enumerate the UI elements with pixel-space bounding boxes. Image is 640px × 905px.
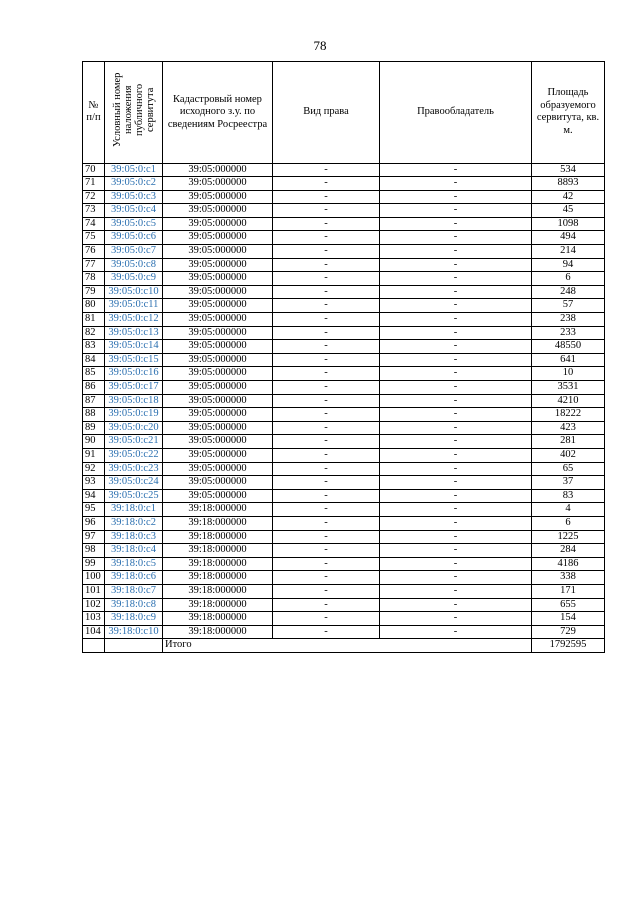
row-number: 88: [83, 408, 105, 422]
servitude-code: 39:05:0:с14: [105, 340, 163, 354]
servitude-area: 94: [532, 258, 605, 272]
row-number: 83: [83, 340, 105, 354]
table-row: [83, 503, 605, 517]
right-type: -: [273, 326, 380, 340]
table-row: [83, 340, 605, 354]
table-row: [83, 557, 605, 571]
right-type: -: [273, 571, 380, 585]
servitude-area: 4210: [532, 394, 605, 408]
row-number: 77: [83, 258, 105, 272]
servitude-area: 48550: [532, 340, 605, 354]
servitude-code: 39:05:0:с25: [105, 489, 163, 503]
servitude-area: 4: [532, 503, 605, 517]
servitude-area: 83: [532, 489, 605, 503]
owner: -: [380, 285, 532, 299]
row-number: 78: [83, 272, 105, 286]
owner: -: [380, 367, 532, 381]
cadastral-number: 39:18:000000: [163, 584, 273, 598]
row-number: 71: [83, 177, 105, 191]
right-type: -: [273, 557, 380, 571]
table-row: [83, 448, 605, 462]
cadastral-number: 39:05:000000: [163, 353, 273, 367]
servitude-area: 45: [532, 204, 605, 218]
owner: -: [380, 272, 532, 286]
table-header-row: [83, 62, 605, 164]
row-number: 98: [83, 544, 105, 558]
row-number: 84: [83, 353, 105, 367]
table-row: [83, 231, 605, 245]
right-type: -: [273, 272, 380, 286]
servitude-code: 39:05:0:с8: [105, 258, 163, 272]
table-row: [83, 313, 605, 327]
row-number: 103: [83, 612, 105, 626]
servitude-area: 6: [532, 272, 605, 286]
cadastral-number: 39:05:000000: [163, 421, 273, 435]
table-row: [83, 489, 605, 503]
cadastral-number: 39:05:000000: [163, 448, 273, 462]
row-number: 89: [83, 421, 105, 435]
right-type: -: [273, 313, 380, 327]
servitude-code: 39:18:0:с7: [105, 584, 163, 598]
servitude-code: 39:18:0:с4: [105, 544, 163, 558]
header-code: [105, 62, 163, 164]
cadastral-number: 39:05:000000: [163, 326, 273, 340]
row-number: 75: [83, 231, 105, 245]
owner: -: [380, 381, 532, 395]
right-type: -: [273, 544, 380, 558]
table-row: [83, 530, 605, 544]
cadastral-number: 39:05:000000: [163, 299, 273, 313]
servitude-code: 39:05:0:с19: [105, 408, 163, 422]
right-type: -: [273, 476, 380, 490]
servitude-code: 39:05:0:с17: [105, 381, 163, 395]
cadastral-number: 39:05:000000: [163, 204, 273, 218]
servitude-area: 534: [532, 163, 605, 177]
table-row: [83, 435, 605, 449]
servitude-area: 1225: [532, 530, 605, 544]
servitude-code: 39:05:0:с3: [105, 190, 163, 204]
servitude-code: 39:05:0:с10: [105, 285, 163, 299]
servitude-area: 8893: [532, 177, 605, 191]
row-number: 72: [83, 190, 105, 204]
right-type: -: [273, 625, 380, 639]
cadastral-number: 39:05:000000: [163, 476, 273, 490]
table-row: [83, 421, 605, 435]
servitude-area: 729: [532, 625, 605, 639]
table-row: [83, 476, 605, 490]
cadastral-number: 39:05:000000: [163, 367, 273, 381]
servitude-code: 39:05:0:с24: [105, 476, 163, 490]
cadastral-number: 39:18:000000: [163, 516, 273, 530]
cadastral-number: 39:05:000000: [163, 435, 273, 449]
table-row: [83, 163, 605, 177]
owner: -: [380, 204, 532, 218]
cadastral-number: 39:18:000000: [163, 530, 273, 544]
servitude-code: 39:05:0:с7: [105, 245, 163, 259]
servitude-code: 39:05:0:с5: [105, 217, 163, 231]
table-row: [83, 394, 605, 408]
cadastral-number: 39:18:000000: [163, 598, 273, 612]
cadastral-number: 39:05:000000: [163, 163, 273, 177]
servitude-area: 18222: [532, 408, 605, 422]
servitude-area: 402: [532, 448, 605, 462]
right-type: -: [273, 353, 380, 367]
owner: -: [380, 530, 532, 544]
cadastral-number: 39:05:000000: [163, 408, 273, 422]
cadastral-number: 39:05:000000: [163, 258, 273, 272]
servitude-code: 39:18:0:с3: [105, 530, 163, 544]
row-number: 85: [83, 367, 105, 381]
row-number: 101: [83, 584, 105, 598]
cadastral-number: 39:05:000000: [163, 245, 273, 259]
servitude-code: 39:05:0:с13: [105, 326, 163, 340]
row-number: 93: [83, 476, 105, 490]
right-type: -: [273, 190, 380, 204]
row-number: 97: [83, 530, 105, 544]
owner: -: [380, 408, 532, 422]
owner: -: [380, 516, 532, 530]
owner: -: [380, 612, 532, 626]
servitude-code: 39:05:0:с4: [105, 204, 163, 218]
right-type: -: [273, 448, 380, 462]
row-number: 90: [83, 435, 105, 449]
row-number: 104: [83, 625, 105, 639]
servitude-area: 655: [532, 598, 605, 612]
row-number: 92: [83, 462, 105, 476]
owner: -: [380, 503, 532, 517]
table-row: [83, 571, 605, 585]
table-row: [83, 462, 605, 476]
servitude-area: 37: [532, 476, 605, 490]
right-type: -: [273, 612, 380, 626]
cadastral-number: 39:05:000000: [163, 217, 273, 231]
right-type: -: [273, 530, 380, 544]
owner: -: [380, 163, 532, 177]
cadastral-number: 39:05:000000: [163, 177, 273, 191]
servitude-area: 214: [532, 245, 605, 259]
right-type: -: [273, 584, 380, 598]
owner: -: [380, 326, 532, 340]
row-number: 74: [83, 217, 105, 231]
servitude-code: 39:05:0:с12: [105, 313, 163, 327]
right-type: -: [273, 394, 380, 408]
row-number: 91: [83, 448, 105, 462]
right-type: -: [273, 340, 380, 354]
right-type: -: [273, 258, 380, 272]
header-num: № п/п: [83, 62, 105, 164]
right-type: -: [273, 516, 380, 530]
servitude-area: 494: [532, 231, 605, 245]
owner: -: [380, 598, 532, 612]
table-row: [83, 217, 605, 231]
servitude-area: 65: [532, 462, 605, 476]
owner: -: [380, 571, 532, 585]
table-row: [83, 516, 605, 530]
right-type: -: [273, 408, 380, 422]
servitude-area: 238: [532, 313, 605, 327]
servitude-area: 4186: [532, 557, 605, 571]
servitude-code: 39:18:0:с9: [105, 612, 163, 626]
right-type: -: [273, 421, 380, 435]
servitude-code: 39:05:0:с9: [105, 272, 163, 286]
row-number: 99: [83, 557, 105, 571]
row-number: 81: [83, 313, 105, 327]
table-row: [83, 190, 605, 204]
owner: -: [380, 584, 532, 598]
row-number: 95: [83, 503, 105, 517]
cadastral-number: 39:05:000000: [163, 381, 273, 395]
servitude-code: 39:18:0:с10: [105, 625, 163, 639]
header-area: Площадь образуемого сервитута, кв. м.: [532, 62, 605, 164]
table-row: [83, 177, 605, 191]
row-number: 70: [83, 163, 105, 177]
row-number: 73: [83, 204, 105, 218]
table-row: [83, 598, 605, 612]
servitude-code: 39:05:0:с6: [105, 231, 163, 245]
right-type: -: [273, 489, 380, 503]
page-number: 78: [313, 38, 327, 53]
cadastral-number: 39:05:000000: [163, 489, 273, 503]
row-number: 87: [83, 394, 105, 408]
table-body: [83, 163, 605, 639]
servitude-code: 39:05:0:с16: [105, 367, 163, 381]
table-row: [83, 245, 605, 259]
right-type: -: [273, 435, 380, 449]
row-number: 100: [83, 571, 105, 585]
table-row: [83, 612, 605, 626]
cadastral-number: 39:18:000000: [163, 612, 273, 626]
servitude-code: 39:05:0:с21: [105, 435, 163, 449]
table-row: [83, 204, 605, 218]
owner: -: [380, 448, 532, 462]
servitude-code: 39:05:0:с23: [105, 462, 163, 476]
servitude-area: 154: [532, 612, 605, 626]
row-number: 80: [83, 299, 105, 313]
table-row: [83, 285, 605, 299]
right-type: -: [273, 231, 380, 245]
total-value: 1792595: [532, 639, 605, 653]
table-row: [83, 381, 605, 395]
servitude-area: 281: [532, 435, 605, 449]
header-cadastral: Кадастровый номер исходного з.у. по сведениям Росреестра: [163, 62, 273, 164]
right-type: -: [273, 503, 380, 517]
owner: -: [380, 435, 532, 449]
owner: -: [380, 258, 532, 272]
cadastral-number: 39:18:000000: [163, 503, 273, 517]
owner: -: [380, 313, 532, 327]
right-type: -: [273, 299, 380, 313]
cadastral-number: 39:18:000000: [163, 557, 273, 571]
cadastral-number: 39:05:000000: [163, 285, 273, 299]
right-type: -: [273, 462, 380, 476]
servitude-area: 1098: [532, 217, 605, 231]
servitude-area: 233: [532, 326, 605, 340]
owner: -: [380, 231, 532, 245]
table-row: [83, 408, 605, 422]
cadastral-number: 39:05:000000: [163, 190, 273, 204]
owner: -: [380, 245, 532, 259]
header-code-label: Условный номер наложения публичного сервитута: [111, 72, 156, 148]
table-row: [83, 367, 605, 381]
servitude-area: 423: [532, 421, 605, 435]
servitude-code: 39:18:0:с8: [105, 598, 163, 612]
cadastral-number: 39:05:000000: [163, 394, 273, 408]
table-row: [83, 326, 605, 340]
servitude-area: 284: [532, 544, 605, 558]
right-type: -: [273, 381, 380, 395]
owner: -: [380, 625, 532, 639]
right-type: -: [273, 163, 380, 177]
total-row: [83, 639, 605, 653]
table-row: [83, 299, 605, 313]
servitude-code: 39:05:0:с15: [105, 353, 163, 367]
owner: -: [380, 190, 532, 204]
row-number: 94: [83, 489, 105, 503]
servitude-table: [82, 61, 605, 653]
servitude-code: 39:18:0:с2: [105, 516, 163, 530]
cadastral-number: 39:05:000000: [163, 231, 273, 245]
servitude-code: 39:05:0:с11: [105, 299, 163, 313]
servitude-code: 39:18:0:с1: [105, 503, 163, 517]
header-right: Вид права: [273, 62, 380, 164]
owner: -: [380, 421, 532, 435]
owner: -: [380, 177, 532, 191]
right-type: -: [273, 204, 380, 218]
servitude-area: 57: [532, 299, 605, 313]
table-row: [83, 258, 605, 272]
servitude-code: 39:05:0:с18: [105, 394, 163, 408]
right-type: -: [273, 285, 380, 299]
servitude-area: 6: [532, 516, 605, 530]
table-row: [83, 353, 605, 367]
right-type: -: [273, 367, 380, 381]
servitude-code: 39:18:0:с5: [105, 557, 163, 571]
right-type: -: [273, 177, 380, 191]
total-label: Итого: [163, 639, 532, 653]
row-number: 96: [83, 516, 105, 530]
owner: -: [380, 353, 532, 367]
table-row: [83, 272, 605, 286]
cadastral-number: 39:05:000000: [163, 340, 273, 354]
row-number: 86: [83, 381, 105, 395]
table-row: [83, 584, 605, 598]
owner: -: [380, 557, 532, 571]
owner: -: [380, 299, 532, 313]
right-type: -: [273, 598, 380, 612]
table-row: [83, 544, 605, 558]
table-row: [83, 625, 605, 639]
servitude-area: 3531: [532, 381, 605, 395]
cadastral-number: 39:05:000000: [163, 462, 273, 476]
owner: -: [380, 544, 532, 558]
servitude-area: 171: [532, 584, 605, 598]
row-number: 82: [83, 326, 105, 340]
servitude-code: 39:05:0:с1: [105, 163, 163, 177]
total-empty-2: [105, 639, 163, 653]
owner: -: [380, 394, 532, 408]
servitude-area: 42: [532, 190, 605, 204]
row-number: 79: [83, 285, 105, 299]
cadastral-number: 39:18:000000: [163, 571, 273, 585]
owner: -: [380, 462, 532, 476]
servitude-area: 641: [532, 353, 605, 367]
servitude-code: 39:05:0:с2: [105, 177, 163, 191]
right-type: -: [273, 245, 380, 259]
servitude-code: 39:05:0:с22: [105, 448, 163, 462]
owner: -: [380, 489, 532, 503]
servitude-code: 39:18:0:с6: [105, 571, 163, 585]
owner: -: [380, 340, 532, 354]
cadastral-number: 39:18:000000: [163, 625, 273, 639]
total-empty-1: [83, 639, 105, 653]
cadastral-number: 39:18:000000: [163, 544, 273, 558]
cadastral-number: 39:05:000000: [163, 272, 273, 286]
cadastral-number: 39:05:000000: [163, 313, 273, 327]
right-type: -: [273, 217, 380, 231]
owner: -: [380, 476, 532, 490]
header-owner: Правообладатель: [380, 62, 532, 164]
row-number: 76: [83, 245, 105, 259]
servitude-area: 338: [532, 571, 605, 585]
row-number: 102: [83, 598, 105, 612]
servitude-area: 248: [532, 285, 605, 299]
servitude-code: 39:05:0:с20: [105, 421, 163, 435]
servitude-area: 10: [532, 367, 605, 381]
owner: -: [380, 217, 532, 231]
